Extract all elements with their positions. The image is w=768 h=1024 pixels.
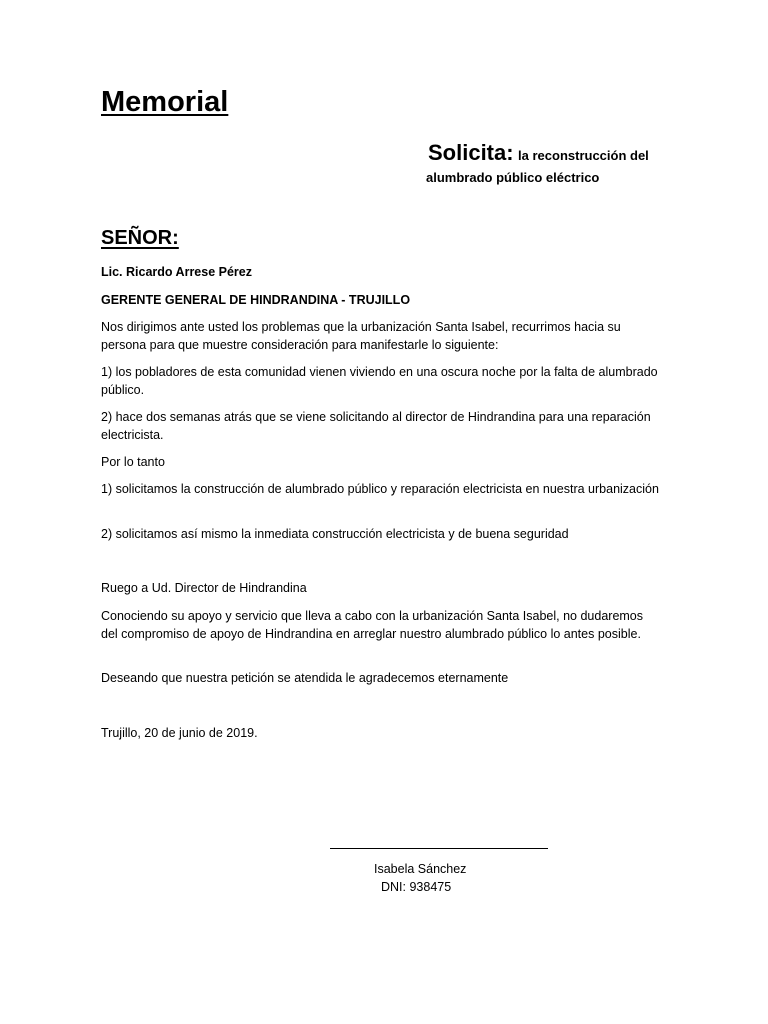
signature-name: Isabela Sánchez (374, 862, 467, 876)
closing-text: Deseando que nuestra petición se atendida le agradecemos eternamente (101, 671, 509, 685)
request-1: 1) solicitamos la construcción de alumbrado público y reparación electricista en nuestra urbanización (101, 482, 659, 496)
signature-line (330, 848, 548, 849)
intro-paragraph: Nos dirigimos ante usted los problemas que la urbanización Santa Isabel, recurrimos hacia su persona para que muestre consideración para manifestarle lo siguiente: (101, 320, 621, 352)
place-date: Trujillo, 20 de junio de 2019. (101, 726, 258, 740)
point-1: 1) los pobladores de esta comunidad vienen viviendo en una oscura noche por la falta de alumbrado público. (101, 365, 658, 397)
solicita-block (428, 140, 678, 191)
salutation: SEÑOR: (101, 227, 179, 249)
signature-dni: DNI: 938475 (381, 880, 452, 894)
request-2: 2) solicitamos así mismo la inmediata construcción electricista y de buena seguridad (101, 527, 569, 541)
solicita-text-line1: la reconstrucción del (518, 148, 649, 163)
solicita-text-line2: alumbrado público eléctrico (426, 170, 600, 185)
recipient-name: Lic. Ricardo Arrese Pérez (101, 265, 252, 279)
solicita-label: Solicita: (428, 140, 514, 165)
point-2: 2) hace dos semanas atrás que se viene solicitando al director de Hindrandina para una reparación electricista. (101, 410, 651, 442)
plea-text: Ruego a Ud. Director de Hindrandina (101, 581, 307, 595)
recipient-title: GERENTE GENERAL DE HINDRANDINA - TRUJILLO (101, 293, 411, 307)
therefore-text: Por lo tanto (101, 455, 165, 469)
support-paragraph: Conociendo su apoyo y servicio que lleva a cabo con la urbanización Santa Isabel, no dudaremos del compromiso de apoyo de Hindrandina en arreglar nuestro alumbrado público lo antes posible. (101, 609, 644, 641)
document-title: Memorial (101, 86, 229, 118)
